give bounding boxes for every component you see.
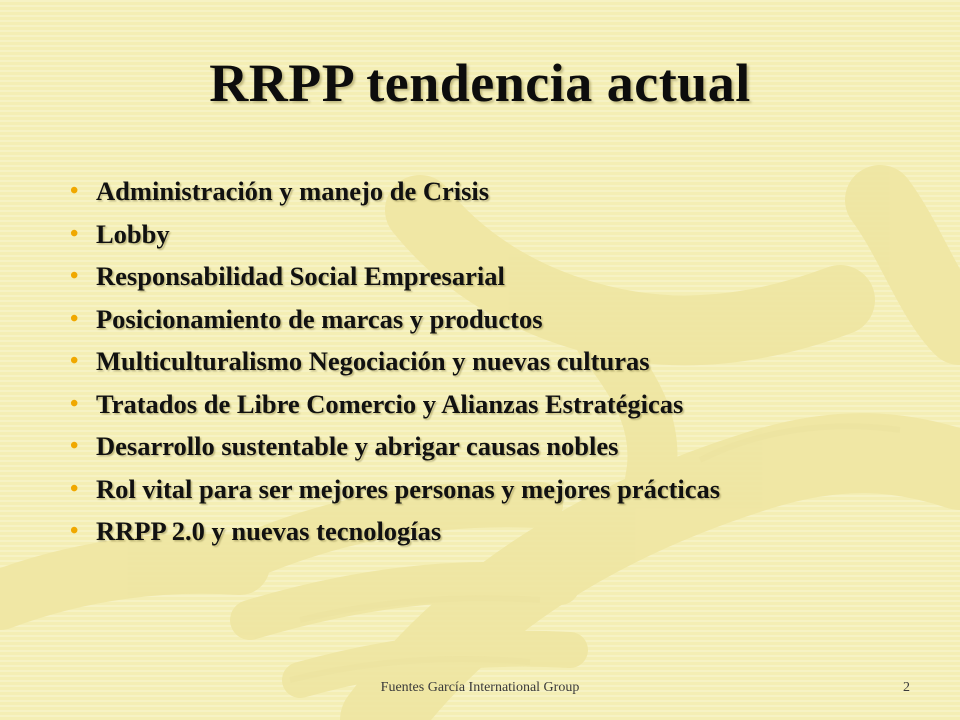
bullet-text: RRPP 2.0 y nuevas tecnologías [96,516,442,546]
list-item [70,383,930,426]
list-item [70,170,930,213]
list-item [70,468,930,511]
slide-footer: Fuentes García International Group [380,680,580,695]
bullet-text: Posicionamiento de marcas y productos [96,303,543,334]
list-item [70,213,930,256]
list-item [70,425,930,468]
bullet-dot-icon: • [70,220,79,247]
bullet-text: Multiculturalismo Negociación y nuevas culturas [96,346,650,376]
bullet-dot-icon: • [70,390,79,417]
bullet-text: Lobby [96,218,170,249]
page-title: RRPP tendencia actual [209,53,751,113]
list-item [70,510,930,553]
bullet-text: Tratados de Libre Comercio y Alianzas Estratégicas [96,388,684,419]
bullet-list [70,170,930,553]
page-number: 2 [903,680,910,695]
bullet-dot-icon: • [70,433,79,459]
bullet-dot-icon: • [70,178,79,204]
bullet-dot-icon: • [70,348,79,374]
bullet-dot-icon: • [70,518,79,544]
bullet-dot-icon: • [70,305,79,332]
bullet-text: Responsabilidad Social Empresarial [96,261,505,291]
list-item [70,255,930,298]
bullet-text: Administración y manejo de Crisis [96,176,490,206]
bullet-text: Rol vital para ser mejores personas y mejores prácticas [96,473,721,504]
bullet-dot-icon: • [70,263,79,289]
list-item [70,298,930,341]
bullet-dot-icon: • [70,475,79,502]
list-item [70,340,930,383]
bullet-text: Desarrollo sustentable y abrigar causas nobles [96,431,619,461]
